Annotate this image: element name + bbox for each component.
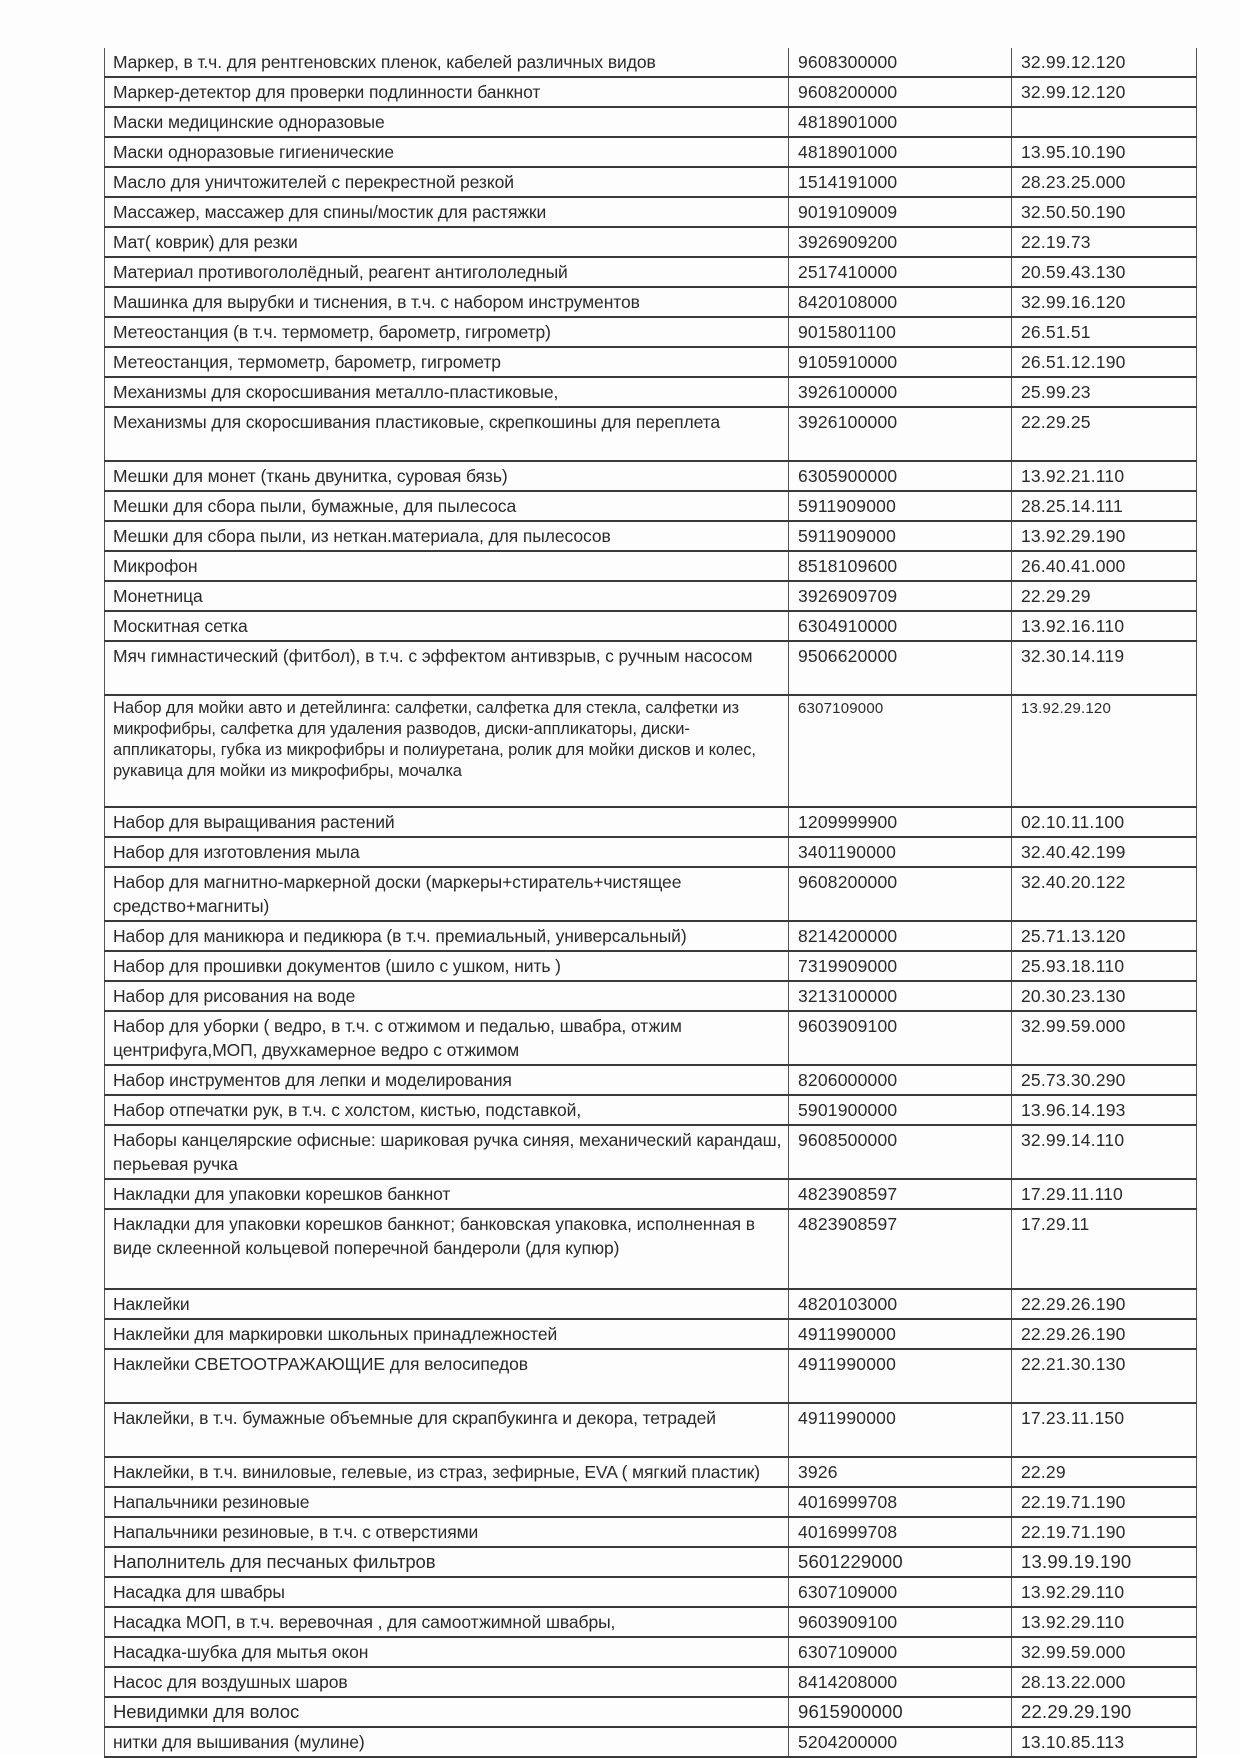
okpd2-code-cell: 22.21.30.130 (1012, 1349, 1197, 1403)
tnved-code-cell: 4820103000 (789, 1289, 1012, 1319)
okpd2-code-cell: 32.99.12.120 (1012, 77, 1197, 107)
okpd2-code-cell: 22.19.71.190 (1012, 1487, 1197, 1517)
table-row (105, 641, 1197, 695)
product-name-cell: Маски медицинские одноразовые (105, 107, 789, 137)
table-row (105, 921, 1197, 951)
tnved-code-cell: 8420108000 (789, 287, 1012, 317)
okpd2-code-cell: 32.40.20.122 (1012, 867, 1197, 921)
tnved-code-cell: 8214200000 (789, 921, 1012, 951)
okpd2-code-cell: 32.99.12.120 (1012, 48, 1197, 77)
okpd2-code-cell: 28.23.25.000 (1012, 167, 1197, 197)
okpd2-code-cell: 13.96.14.193 (1012, 1095, 1197, 1125)
product-name-cell: Напальчники резиновые, в т.ч. с отверстиями (105, 1517, 789, 1547)
okpd2-code-cell: 22.19.71.190 (1012, 1517, 1197, 1547)
table-row (105, 1095, 1197, 1125)
tnved-code-cell: 9603909100 (789, 1607, 1012, 1637)
okpd2-code-cell: 22.19.73 (1012, 227, 1197, 257)
product-name-cell: Насадка для швабры (105, 1577, 789, 1607)
tnved-code-cell: 4911990000 (789, 1319, 1012, 1349)
tnved-code-cell: 4823908597 (789, 1179, 1012, 1209)
product-name-cell: Мешки для сбора пыли, из неткан.материала, для пылесосов (105, 521, 789, 551)
tnved-code-cell: 3213100000 (789, 981, 1012, 1011)
okpd2-code-cell: 13.92.29.110 (1012, 1607, 1197, 1637)
product-name-cell: Набор отпечатки рук, в т.ч. с холстом, кистью, подставкой, (105, 1095, 789, 1125)
tnved-code-cell: 5911909000 (789, 521, 1012, 551)
table-row (105, 461, 1197, 491)
table-row (105, 581, 1197, 611)
okpd2-code-cell: 32.40.42.199 (1012, 837, 1197, 867)
product-name-cell: Насос для воздушных шаров (105, 1667, 789, 1697)
tnved-code-cell: 4818901000 (789, 107, 1012, 137)
product-name-cell: Мяч гимнастический (фитбол), в т.ч. с эффектом антивзрыв, с ручным насосом (105, 641, 789, 695)
product-name-cell: Наполнитель для песчаных фильтров (105, 1547, 789, 1577)
okpd2-code-cell: 28.13.22.000 (1012, 1667, 1197, 1697)
table-row (105, 1667, 1197, 1697)
tnved-code-cell: 4911990000 (789, 1349, 1012, 1403)
table-row (105, 551, 1197, 581)
table-row (105, 1727, 1197, 1757)
okpd2-code-cell: 32.30.14.119 (1012, 641, 1197, 695)
okpd2-code-cell: 32.99.59.000 (1012, 1637, 1197, 1667)
okpd2-code-cell: 17.23.11.150 (1012, 1403, 1197, 1457)
okpd2-code-cell: 13.92.16.110 (1012, 611, 1197, 641)
table-row (105, 521, 1197, 551)
table-row (105, 1457, 1197, 1487)
product-name-cell: Мешки для сбора пыли, бумажные, для пылесоса (105, 491, 789, 521)
okpd2-code-cell: 25.99.23 (1012, 377, 1197, 407)
tnved-code-cell: 2517410000 (789, 257, 1012, 287)
okpd2-code-cell: 13.92.21.110 (1012, 461, 1197, 491)
product-name-cell: Набор для рисования на воде (105, 981, 789, 1011)
tnved-code-cell: 5204200000 (789, 1727, 1012, 1757)
tnved-code-cell: 5901900000 (789, 1095, 1012, 1125)
tnved-code-cell: 3926909709 (789, 581, 1012, 611)
table-row (105, 107, 1197, 137)
tnved-code-cell: 9015801100 (789, 317, 1012, 347)
table-row (105, 1607, 1197, 1637)
okpd2-code-cell: 25.71.13.120 (1012, 921, 1197, 951)
okpd2-code-cell: 26.51.12.190 (1012, 347, 1197, 377)
table-row (105, 1289, 1197, 1319)
table-row (105, 1349, 1197, 1403)
okpd2-code-cell: 20.59.43.130 (1012, 257, 1197, 287)
product-name-cell: Накладки для упаковки корешков банкнот (105, 1179, 789, 1209)
tnved-code-cell: 3926 (789, 1457, 1012, 1487)
table-row (105, 1697, 1197, 1727)
okpd2-code-cell: 22.29.26.190 (1012, 1289, 1197, 1319)
table-row (105, 287, 1197, 317)
table-row (105, 347, 1197, 377)
product-name-cell: Насадка МОП, в т.ч. веревочная , для самоотжимной швабры, (105, 1607, 789, 1637)
okpd2-code-cell: 20.30.23.130 (1012, 981, 1197, 1011)
tnved-code-cell: 9603909100 (789, 1011, 1012, 1065)
okpd2-code-cell: 17.29.11 (1012, 1209, 1197, 1289)
tnved-code-cell: 6304910000 (789, 611, 1012, 641)
tnved-code-cell: 6307109000 (789, 695, 1012, 807)
table-row (105, 1403, 1197, 1457)
table-row (105, 1011, 1197, 1065)
okpd2-code-cell: 25.73.30.290 (1012, 1065, 1197, 1095)
product-name-cell: Москитная сетка (105, 611, 789, 641)
product-name-cell: Масло для уничтожителей с перекрестной резкой (105, 167, 789, 197)
okpd2-code-cell: 26.51.51 (1012, 317, 1197, 347)
product-name-cell: Набор для уборки ( ведро, в т.ч. с отжимом и педалью, швабра, отжим центрифуга,МОП, двухкамерное ведро с отжимом (105, 1011, 789, 1065)
product-name-cell: Невидимки для волос (105, 1697, 789, 1727)
tnved-code-cell: 9105910000 (789, 347, 1012, 377)
product-name-cell: Материал противогололёдный, реагент антигололедный (105, 257, 789, 287)
table-row (105, 491, 1197, 521)
tnved-code-cell: 9506620000 (789, 641, 1012, 695)
product-name-cell: Набор для мойки авто и детейлинга: салфетки, салфетка для стекла, салфетки из микрофибры, салфетка для удаления разводов, диски-аппликаторы, диски-аппликаторы, губка из микрофибры и полиуретана, ролик для мойки дисков и колес, рукавица для мойки из микрофибры, мочалка (105, 695, 789, 807)
product-name-cell: Массажер, массажер для спины/мостик для растяжки (105, 197, 789, 227)
product-name-cell: нитки для вышивания (мулине) (105, 1727, 789, 1757)
tnved-code-cell: 7319909000 (789, 951, 1012, 981)
okpd2-code-cell: 22.29.25 (1012, 407, 1197, 461)
tnved-code-cell: 6305900000 (789, 461, 1012, 491)
product-name-cell: Микрофон (105, 551, 789, 581)
product-name-cell: Напальчники резиновые (105, 1487, 789, 1517)
table-row (105, 167, 1197, 197)
okpd2-code-cell: 13.10.85.113 (1012, 1727, 1197, 1757)
tnved-code-cell: 6307109000 (789, 1577, 1012, 1607)
tnved-code-cell: 4911990000 (789, 1403, 1012, 1457)
okpd2-code-cell: 28.25.14.111 (1012, 491, 1197, 521)
table-row (105, 1547, 1197, 1577)
okpd2-code-cell: 02.10.11.100 (1012, 807, 1197, 837)
okpd2-code-cell: 32.99.14.110 (1012, 1125, 1197, 1179)
table-row (105, 48, 1197, 77)
tnved-code-cell: 9608200000 (789, 77, 1012, 107)
product-name-cell: Механизмы для скоросшивания металло-пластиковые, (105, 377, 789, 407)
okpd2-code-cell: 13.92.29.190 (1012, 521, 1197, 551)
table-row (105, 837, 1197, 867)
okpd2-code-cell: 32.99.59.000 (1012, 1011, 1197, 1065)
okpd2-code-cell: 25.93.18.110 (1012, 951, 1197, 981)
tnved-code-cell: 4016999708 (789, 1517, 1012, 1547)
tnved-code-cell: 8206000000 (789, 1065, 1012, 1095)
table-row (105, 611, 1197, 641)
product-name-cell: Наклейки для маркировки школьных принадлежностей (105, 1319, 789, 1349)
product-name-cell: Метеостанция, термометр, барометр, гигрометр (105, 347, 789, 377)
tnved-code-cell: 3926100000 (789, 407, 1012, 461)
product-name-cell: Наклейки, в т.ч. бумажные объемные для скрапбукинга и декора, тетрадей (105, 1403, 789, 1457)
tnved-code-cell: 5601229000 (789, 1547, 1012, 1577)
okpd2-code-cell: 22.29 (1012, 1457, 1197, 1487)
table-row (105, 695, 1197, 807)
product-name-cell: Набор для магнитно-маркерной доски (маркеры+стиратель+чистящее средство+магниты) (105, 867, 789, 921)
product-name-cell: Набор для изготовления мыла (105, 837, 789, 867)
product-name-cell: Наборы канцелярские офисные: шариковая ручка синяя, механический карандаш, перьевая ручка (105, 1125, 789, 1179)
product-name-cell: Мат( коврик) для резки (105, 227, 789, 257)
okpd2-code-cell: 17.29.11.110 (1012, 1179, 1197, 1209)
okpd2-code-cell: 22.29.29 (1012, 581, 1197, 611)
tnved-code-cell: 9608200000 (789, 867, 1012, 921)
okpd2-code-cell: 32.50.50.190 (1012, 197, 1197, 227)
tnved-code-cell: 9608500000 (789, 1125, 1012, 1179)
product-name-cell: Набор инструментов для лепки и моделирования (105, 1065, 789, 1095)
table-row (105, 77, 1197, 107)
tnved-code-cell: 3926100000 (789, 377, 1012, 407)
table-row (105, 1209, 1197, 1289)
tnved-code-cell: 9615900000 (789, 1697, 1012, 1727)
table-row (105, 1637, 1197, 1667)
tnved-code-cell: 8518109600 (789, 551, 1012, 581)
product-name-cell: Набор для маникюра и педикюра (в т.ч. премиальный, универсальный) (105, 921, 789, 951)
table-row (105, 407, 1197, 461)
table-row (105, 1577, 1197, 1607)
table-row (105, 981, 1197, 1011)
product-name-cell: Мешки для монет (ткань двунитка, суровая бязь) (105, 461, 789, 491)
product-name-cell: Наклейки СВЕТООТРАЖАЮЩИЕ для велосипедов (105, 1349, 789, 1403)
product-code-table (104, 48, 1197, 1758)
table-row (105, 227, 1197, 257)
tnved-code-cell: 9019109009 (789, 197, 1012, 227)
okpd2-code-cell: 13.92.29.120 (1012, 695, 1197, 807)
okpd2-code-cell (1012, 107, 1197, 137)
table-row (105, 807, 1197, 837)
table-row (105, 1319, 1197, 1349)
product-name-cell: Машинка для вырубки и тиснения, в т.ч. с набором инструментов (105, 287, 789, 317)
product-name-cell: Маркер-детектор для проверки подлинности банкнот (105, 77, 789, 107)
okpd2-code-cell: 13.99.19.190 (1012, 1547, 1197, 1577)
tnved-code-cell: 4818901000 (789, 137, 1012, 167)
table-row (105, 317, 1197, 347)
okpd2-code-cell: 13.92.29.110 (1012, 1577, 1197, 1607)
table-row (105, 377, 1197, 407)
okpd2-code-cell: 32.99.16.120 (1012, 287, 1197, 317)
tnved-code-cell: 1209999900 (789, 807, 1012, 837)
tnved-code-cell: 1514191000 (789, 167, 1012, 197)
okpd2-code-cell: 22.29.29.190 (1012, 1697, 1197, 1727)
tnved-code-cell: 6307109000 (789, 1637, 1012, 1667)
tnved-code-cell: 3926909200 (789, 227, 1012, 257)
product-name-cell: Наклейки, в т.ч. виниловые, гелевые, из страз, зефирные, EVA ( мягкий пластик) (105, 1457, 789, 1487)
table-row (105, 1517, 1197, 1547)
table-row (105, 137, 1197, 167)
tnved-code-cell: 8414208000 (789, 1667, 1012, 1697)
product-name-cell: Набор для прошивки документов (шило с ушком, нить ) (105, 951, 789, 981)
product-name-cell: Набор для выращивания растений (105, 807, 789, 837)
okpd2-code-cell: 26.40.41.000 (1012, 551, 1197, 581)
table-row (105, 1065, 1197, 1095)
product-name-cell: Маркер, в т.ч. для рентгеновских пленок, кабелей различных видов (105, 48, 789, 77)
product-name-cell: Механизмы для скоросшивания пластиковые, скрепкошины для переплета (105, 407, 789, 461)
table-row (105, 951, 1197, 981)
tnved-code-cell: 3401190000 (789, 837, 1012, 867)
product-name-cell: Наклейки (105, 1289, 789, 1319)
okpd2-code-cell: 13.95.10.190 (1012, 137, 1197, 167)
product-name-cell: Накладки для упаковки корешков банкнот; банковская упаковка, исполненная в виде склеенной кольцевой поперечной бандероли (для купюр) (105, 1209, 789, 1289)
table-row (105, 197, 1197, 227)
tnved-code-cell: 5911909000 (789, 491, 1012, 521)
table-row (105, 1179, 1197, 1209)
table-row (105, 257, 1197, 287)
product-name-cell: Монетница (105, 581, 789, 611)
tnved-code-cell: 4823908597 (789, 1209, 1012, 1289)
product-name-cell: Метеостанция (в т.ч. термометр, барометр, гигрометр) (105, 317, 789, 347)
table-body (105, 48, 1197, 1757)
product-name-cell: Маски одноразовые гигиенические (105, 137, 789, 167)
okpd2-code-cell: 22.29.26.190 (1012, 1319, 1197, 1349)
table-row (105, 867, 1197, 921)
table-row (105, 1125, 1197, 1179)
tnved-code-cell: 4016999708 (789, 1487, 1012, 1517)
tnved-code-cell: 9608300000 (789, 48, 1012, 77)
table-row (105, 1487, 1197, 1517)
product-name-cell: Насадка-шубка для мытья окон (105, 1637, 789, 1667)
